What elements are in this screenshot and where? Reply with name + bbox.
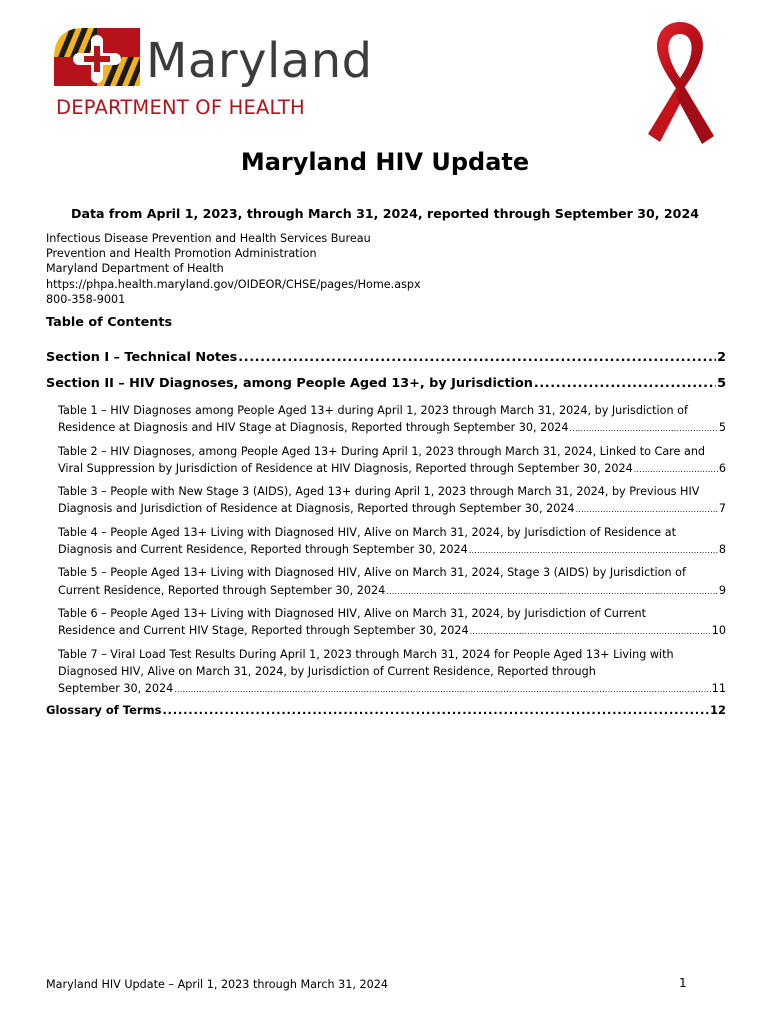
toc-leader-dots <box>576 501 718 518</box>
toc-leader-dots <box>570 420 718 437</box>
organization-block <box>46 231 421 307</box>
toc-entry-section-2[interactable] <box>46 376 726 402</box>
toc-entry-line: September 30, 2024 <box>58 682 174 696</box>
toc-heading: Table of Contents <box>46 315 173 330</box>
toc-entry-page: 12 <box>709 703 726 718</box>
toc-entry-table-3[interactable] <box>58 483 726 519</box>
toc-entry-page: 9 <box>718 583 726 597</box>
toc-entry-table-7[interactable] <box>58 646 726 699</box>
red-ribbon-icon <box>640 16 720 146</box>
toc-entry-line: Current Residence, Reported through September 30, 2024 <box>58 583 386 597</box>
toc-entry-glossary[interactable] <box>46 703 726 723</box>
toc-entry-page: 6 <box>718 461 726 475</box>
logo-wordmark: Maryland <box>146 33 373 89</box>
toc-entry-line: Diagnosis and Current Residence, Reported through September 30, 2024 <box>58 543 468 557</box>
toc-entry-label: Glossary of Terms <box>46 703 162 718</box>
org-administration: Prevention and Health Promotion Administration <box>46 247 317 261</box>
maryland-department-of-health-logo <box>54 28 384 124</box>
toc-leader-dots <box>386 583 718 600</box>
toc-entry-table-4[interactable] <box>58 524 726 560</box>
toc-entry-line: Table 5 – People Aged 13+ Living with Diagnosed HIV, Alive on March 31, 2024, Stage 3 (AIDS) by Jurisdiction of <box>58 566 686 580</box>
toc-leader-dots <box>162 703 709 717</box>
toc-entry-page: 11 <box>711 682 726 696</box>
toc-entry-line: Table 2 – HIV Diagnoses, among People Aged 13+ During April 1, 2023 through March 31, 2024, Linked to Care and <box>58 444 706 458</box>
page-number: 1 <box>679 976 687 990</box>
toc-leader-dots <box>238 350 716 365</box>
org-phone: 800-358-9001 <box>46 292 126 306</box>
toc-entry-page: 10 <box>711 624 726 638</box>
org-department: Maryland Department of Health <box>46 262 224 276</box>
toc-entry-line: Residence and Current HIV Stage, Reported through September 30, 2024 <box>58 624 469 638</box>
toc-entry-page: 7 <box>718 502 726 516</box>
toc-leader-dots <box>534 376 716 391</box>
toc-entry-line: Table 7 – Viral Load Test Results During April 1, 2023 through March 31, 2024 for People Aged 13+ Living with <box>58 647 674 661</box>
toc-entry-line: Diagnosed HIV, Alive on March 31, 2024, by Jurisdiction of Current Residence, Reported through <box>58 664 596 678</box>
toc-entry-page: 5 <box>717 376 726 391</box>
org-website-link[interactable]: https://phpa.health.maryland.gov/OIDEOR/CHSE/pages/Home.aspx <box>46 277 421 291</box>
toc-entry-label: Section II – HIV Diagnoses, among People Aged 13+, by Jurisdiction <box>46 376 533 391</box>
toc-leader-dots <box>174 681 711 698</box>
toc-entry-table-2[interactable] <box>58 443 726 479</box>
toc-entry-section-1[interactable] <box>46 350 726 376</box>
toc-table-list <box>58 402 726 698</box>
toc-entry-page: 5 <box>718 421 726 435</box>
toc-leader-dots <box>634 461 718 478</box>
toc-entry-label: Section I – Technical Notes <box>46 350 238 365</box>
document-subtitle: Data from April 1, 2023, through March 31, 2024, reported through September 30, 2024 <box>71 206 699 221</box>
toc-entry-page: 2 <box>717 350 726 365</box>
logo-department-text: DEPARTMENT OF HEALTH <box>56 96 305 119</box>
toc-entry-line: Table 1 – HIV Diagnoses among People Aged 13+ during April 1, 2023 through March 31, 2024, by Jurisdiction of <box>58 404 688 417</box>
page-footer: Maryland HIV Update – April 1, 2023 through March 31, 2024 <box>46 978 388 991</box>
table-of-contents <box>46 350 726 723</box>
document-title: Maryland HIV Update <box>240 148 530 176</box>
toc-entry-line: Table 6 – People Aged 13+ Living with Diagnosed HIV, Alive on March 31, 2024, by Jurisdiction of Current <box>58 606 646 620</box>
toc-entry-table-1[interactable] <box>58 402 726 438</box>
toc-entry-line: Viral Suppression by Jurisdiction of Residence at HIV Diagnosis, Reported through September 30, 2024 <box>58 461 633 475</box>
maryland-flag-icon <box>54 28 140 86</box>
toc-entry-line: Table 3 – People with New Stage 3 (AIDS), Aged 13+ during April 1, 2023 through March 31, 2024, by Previous HIV <box>58 485 700 499</box>
org-bureau: Infectious Disease Prevention and Health Services Bureau <box>46 232 371 245</box>
toc-entry-line: Diagnosis and Jurisdiction of Residence at Diagnosis, Reported through September 30, 2024 <box>58 502 575 516</box>
toc-leader-dots <box>469 542 718 559</box>
toc-leader-dots <box>470 623 711 640</box>
toc-entry-table-6[interactable] <box>58 605 726 641</box>
toc-entry-page: 8 <box>718 543 726 557</box>
toc-entry-line: Residence at Diagnosis and HIV Stage at Diagnosis, Reported through September 30, 2024 <box>58 421 569 435</box>
toc-entry-line: Table 4 – People Aged 13+ Living with Diagnosed HIV, Alive on March 31, 2024, by Jurisdiction of Residence at <box>58 525 676 539</box>
toc-entry-table-5[interactable] <box>58 564 726 600</box>
